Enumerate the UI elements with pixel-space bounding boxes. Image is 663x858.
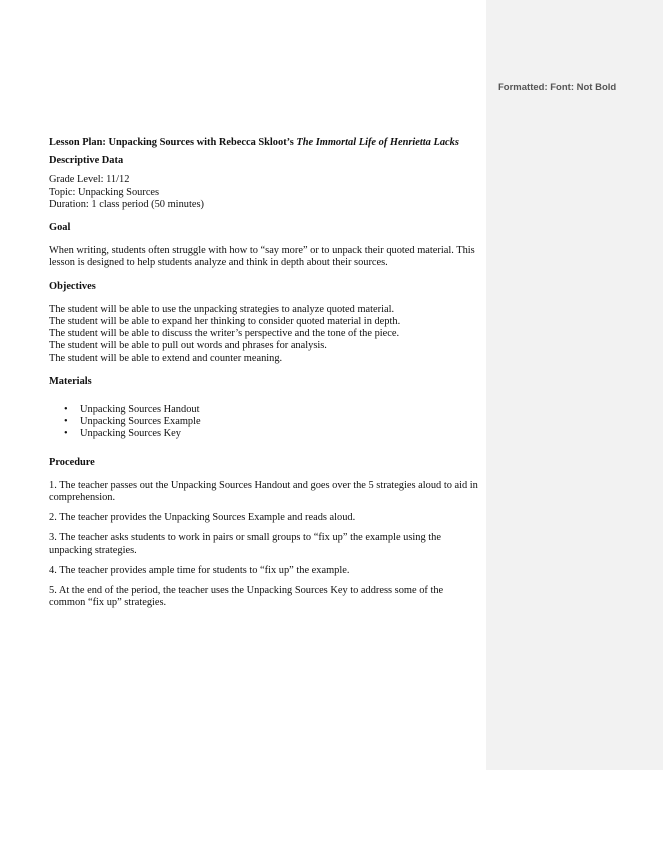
goal-text: When writing, students often struggle with how to “say more” or to unpack their quoted material. This lesson is designed to help students analyze and think in depth about their sources. xyxy=(49,245,475,269)
material-item: • Unpacking Sources Example xyxy=(49,416,481,428)
goal-heading: Goal xyxy=(49,222,71,234)
material-item: • Unpacking Sources Handout xyxy=(49,404,481,416)
book-title: The Immortal Life of Henrietta Lacks xyxy=(296,137,459,148)
objective-item: The student will be able to discuss the writer’s perspective and the tone of the piece. xyxy=(49,328,400,340)
objectives-list xyxy=(49,304,481,365)
objective-item: The student will be able to extend and counter meaning. xyxy=(49,352,283,364)
objectives-heading: Objectives xyxy=(49,280,96,292)
objective-item: The student will be able to pull out words and phrases for analysis. xyxy=(49,340,327,352)
objective-item: The student will be able to use the unpacking strategies to analyze quoted material. xyxy=(49,303,395,315)
materials-list xyxy=(49,404,481,441)
objective-item: The student will be able to expand her thinking to consider quoted material in depth. xyxy=(49,316,401,328)
procedure-step-5: 5. At the end of the period, the teacher uses the Unpacking Sources Key to address some of the common “fix up” strategies. xyxy=(49,585,444,609)
page-title: Lesson Plan: Unpacking Sources with Rebecca Skloot’s The Immortal Life of Henrietta Lacks xyxy=(49,137,459,148)
duration: Duration: 1 class period (50 minutes) xyxy=(49,198,204,210)
grade-level: Grade Level: 11/12 xyxy=(49,174,130,186)
procedure-step-1: 1. The teacher passes out the Unpacking Sources Handout and goes over the 5 strategies aloud to aid in comprehension. xyxy=(49,479,478,504)
comment-pane xyxy=(486,0,663,770)
comment-formatted-note[interactable]: Formatted: Font: Not Bold xyxy=(498,82,617,93)
descriptive-lines xyxy=(49,174,481,211)
procedure-heading: Procedure xyxy=(49,456,95,468)
procedure-step-3: 3. The teacher asks students to work in pairs or small groups to “fix up” the example using the unpacking strategies. xyxy=(49,532,441,556)
descriptive-heading: Descriptive Data xyxy=(49,155,124,167)
materials-heading: Materials xyxy=(49,375,92,387)
document-content xyxy=(49,137,481,609)
material-item: • Unpacking Sources Key xyxy=(49,428,481,440)
procedure-step-2: 2. The teacher provides the Unpacking Sources Example and reads aloud. xyxy=(49,512,356,524)
topic: Topic: Unpacking Sources xyxy=(49,186,160,198)
procedure-step-4: 4. The teacher provides ample time for students to “fix up” the example. xyxy=(49,564,350,576)
